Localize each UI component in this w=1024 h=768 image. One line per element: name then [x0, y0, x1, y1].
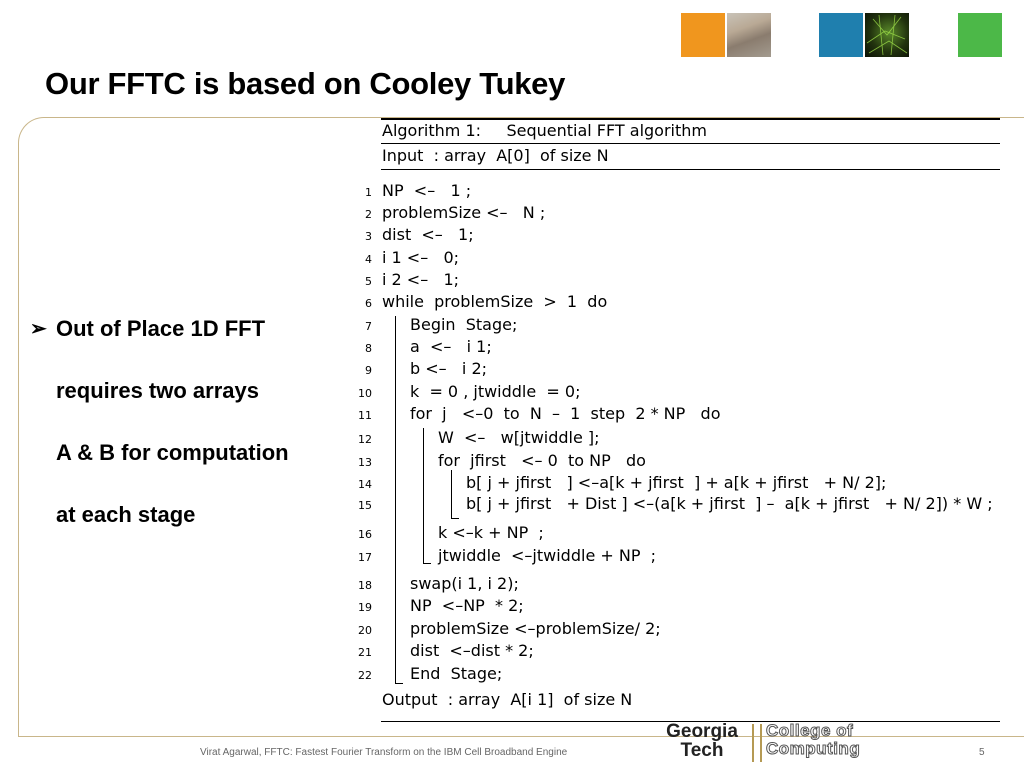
top-rule — [381, 118, 1000, 120]
algorithm-output: Output : array A[i 1] of size N — [382, 690, 633, 709]
line-number: 5 — [365, 275, 372, 288]
bullet-continuation — [30, 498, 350, 560]
algorithm-line: while problemSize > 1 do — [382, 292, 608, 311]
algorithm-line: a <– i 1; — [410, 337, 492, 356]
algorithm-line: W <– w[jtwiddle ]; — [438, 428, 600, 447]
while-block-end — [395, 683, 403, 684]
bullet-item — [30, 312, 350, 374]
algorithm-line: k = 0 , jtwiddle = 0; — [410, 382, 581, 401]
algorithm-line: dist <– 1; — [382, 225, 474, 244]
green-square — [958, 13, 1002, 57]
inner-for-block-bar — [451, 470, 452, 518]
algorithm-line: b[ j + jfirst + Dist ] <–(a[k + jfirst ] – a[k + jfirst + N/ 2]) * W ; — [466, 494, 993, 513]
algorithm-line: i 2 <– 1; — [382, 270, 460, 289]
bullet-continuation — [30, 436, 350, 498]
orange-square — [681, 13, 725, 57]
algorithm-line: i 1 <– 0; — [382, 248, 460, 267]
bullet-text: Out of Place 1D FFT — [56, 316, 266, 341]
campus-photo — [727, 13, 771, 57]
input-rule — [381, 169, 1000, 170]
footer-citation: Virat Agarwal, FFTC: Fastest Fourier Transform on the IBM Cell Broadband Engine — [200, 747, 568, 758]
line-number: 3 — [365, 230, 372, 243]
line-number: 2 — [365, 208, 372, 221]
algorithm-line: NP <– 1 ; — [382, 181, 472, 200]
header-rule — [381, 143, 1000, 144]
algorithm-line: End Stage; — [410, 664, 503, 683]
algorithm-line: k <–k + NP ; — [438, 523, 544, 542]
algorithm-line: swap(i 1, i 2); — [410, 574, 519, 593]
bullet-list — [30, 312, 350, 560]
line-number: 8 — [365, 342, 372, 355]
inner-for-block-end — [451, 518, 459, 519]
while-block-bar — [395, 316, 396, 683]
logo-separator — [752, 724, 762, 762]
georgia-tech-logo — [656, 722, 886, 764]
algorithm-line: b[ j + jfirst ] <–a[k + jfirst ] + a[k + jfirst + N/ 2]; — [466, 473, 887, 492]
algorithm-box — [352, 118, 1002, 722]
arrow-bullet-icon: ➢ — [30, 318, 47, 340]
line-number: 13 — [358, 456, 372, 469]
college-of-computing-wordmark: College of Computing — [766, 721, 861, 758]
algorithm-line: problemSize <–problemSize/ 2; — [410, 619, 661, 638]
for-block-bar — [423, 428, 424, 563]
line-number: 17 — [358, 551, 372, 564]
line-number: 14 — [358, 478, 372, 491]
page-number: 5 — [979, 747, 985, 758]
line-number: 9 — [365, 364, 372, 377]
blue-square — [819, 13, 863, 57]
line-number: 16 — [358, 528, 372, 541]
slide-title: Our FFTC is based on Cooley Tukey — [45, 66, 566, 101]
line-number: 6 — [365, 297, 372, 310]
algorithm-line: NP <–NP * 2; — [410, 596, 524, 615]
network-photo — [865, 13, 909, 57]
algorithm-line: Begin Stage; — [410, 315, 518, 334]
bullet-text: A & B for computation — [56, 440, 289, 465]
bullet-text: at each stage — [56, 502, 196, 527]
line-number: 18 — [358, 579, 372, 592]
algorithm-line: b <– i 2; — [410, 359, 488, 378]
algorithm-line: dist <–dist * 2; — [410, 641, 534, 660]
line-number: 15 — [358, 499, 372, 512]
line-number: 7 — [365, 320, 372, 333]
bullet-text: requires two arrays — [56, 378, 259, 403]
line-number: 1 — [365, 186, 372, 199]
georgia-tech-wordmark: Georgia Tech — [666, 721, 738, 761]
algorithm-line: for j <–0 to N – 1 step 2 * NP do — [410, 404, 721, 423]
line-number: 10 — [358, 387, 372, 400]
line-number: 11 — [358, 409, 372, 422]
algorithm-line: for jfirst <– 0 to NP do — [438, 451, 646, 470]
algorithm-line: problemSize <– N ; — [382, 203, 546, 222]
algorithm-header: Algorithm 1: Sequential FFT algorithm — [382, 121, 707, 140]
algorithm-input: Input : array A[0] of size N — [382, 146, 609, 165]
line-number: 21 — [358, 646, 372, 659]
for-block-end — [423, 563, 431, 564]
line-number: 22 — [358, 669, 372, 682]
bullet-continuation — [30, 374, 350, 436]
line-number: 19 — [358, 601, 372, 614]
line-number: 20 — [358, 624, 372, 637]
line-number: 4 — [365, 253, 372, 266]
line-number: 12 — [358, 433, 372, 446]
algorithm-line: jtwiddle <–jtwiddle + NP ; — [438, 546, 657, 565]
